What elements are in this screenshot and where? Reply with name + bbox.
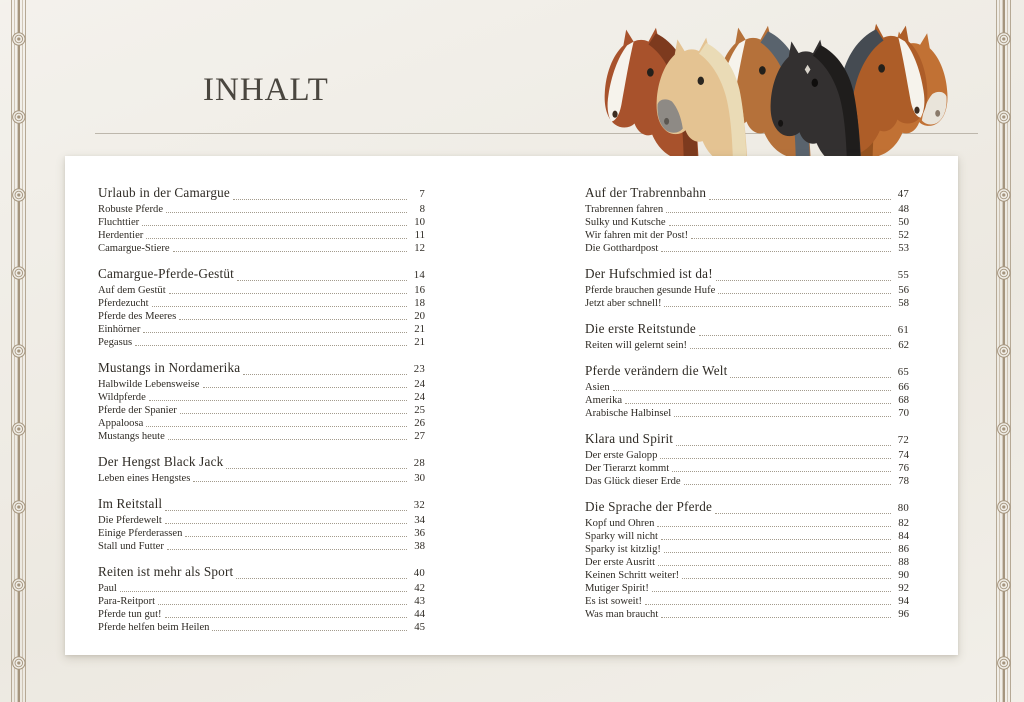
- dotted-leader: [179, 318, 407, 320]
- toc-entry-page: 43: [414, 595, 425, 607]
- toc-entry: [585, 608, 909, 621]
- toc-entry-page: 48: [898, 203, 909, 215]
- toc-entry-label: Para-Reitport: [98, 596, 156, 607]
- toc-entry-page: 20: [414, 310, 425, 322]
- dotted-leader: [180, 412, 407, 414]
- dotted-leader: [645, 603, 891, 605]
- toc-entry-label: Herdentier: [98, 230, 144, 241]
- dotted-leader: [730, 376, 891, 378]
- toc-entry-page: 12: [414, 242, 425, 254]
- toc-section-header: [98, 453, 425, 472]
- toc-entry-label: Der erste Galopp: [585, 450, 658, 461]
- toc-section: [585, 362, 909, 420]
- dotted-leader: [167, 548, 407, 550]
- toc-section-title: Im Reitstall: [98, 496, 163, 511]
- toc-section-title: Urlaub in der Camargue: [98, 185, 230, 200]
- toc-entry-label: Sparky ist kitzlig!: [585, 544, 661, 555]
- toc-section-page: 55: [897, 269, 909, 281]
- toc-entry: [98, 514, 425, 527]
- toc-section-page: 80: [897, 502, 909, 514]
- toc-entry: [98, 527, 425, 540]
- toc-entry-label: Pferde tun gut!: [98, 609, 162, 620]
- toc-entry-label: Das Glück dieser Erde: [585, 476, 681, 487]
- toc-entry: [585, 216, 909, 229]
- toc-entry-label: Sparky will nicht: [585, 531, 658, 542]
- toc-entry: [98, 310, 425, 323]
- toc-section-header: [98, 184, 425, 203]
- toc-entry-label: Stall und Futter: [98, 541, 164, 552]
- toc-section-page: 14: [413, 269, 425, 281]
- toc-section: [585, 430, 909, 488]
- toc-entry: [98, 621, 425, 634]
- toc-section-header: [585, 320, 909, 339]
- dotted-leader: [661, 616, 891, 618]
- toc-section-header: [98, 359, 425, 378]
- dotted-leader: [212, 629, 407, 631]
- toc-entry-label: Es ist soweit!: [585, 596, 643, 607]
- dotted-leader: [625, 402, 891, 404]
- toc-entry-label: Kopf und Ohren: [585, 518, 655, 529]
- toc-section-header: [585, 498, 909, 517]
- dotted-leader: [165, 616, 407, 618]
- toc-entry: [585, 543, 909, 556]
- toc-section-page: 65: [897, 366, 909, 378]
- dotted-leader: [193, 480, 407, 482]
- toc-entry-page: 21: [414, 323, 425, 335]
- toc-entry: [98, 323, 425, 336]
- toc-entry-page: 86: [898, 543, 909, 555]
- toc-section-title: Mustangs in Nordamerika: [98, 360, 241, 375]
- dotted-leader: [715, 512, 891, 514]
- dotted-leader: [666, 211, 891, 213]
- toc-entry-page: 84: [898, 530, 909, 542]
- toc-entry-page: 27: [414, 430, 425, 442]
- horses-illustration: [598, 18, 948, 160]
- toc-entry-label: Reiten will gelernt sein!: [585, 340, 688, 351]
- toc-column-1: [98, 184, 425, 644]
- toc-entry-label: Pferde helfen beim Heilen: [98, 622, 210, 633]
- toc-section-header: [98, 563, 425, 582]
- toc-entry-page: 66: [898, 381, 909, 393]
- toc-section-title: Auf der Trabrennbahn: [585, 185, 707, 200]
- toc-entry-label: Einhörner: [98, 324, 141, 335]
- toc-entry-label: Robuste Pferde: [98, 204, 164, 215]
- dotted-leader: [690, 347, 891, 349]
- toc-entry-label: Appaloosa: [98, 418, 144, 429]
- toc-section-title: Der Hengst Black Jack: [98, 454, 224, 469]
- dotted-leader: [135, 344, 407, 346]
- toc-section-title: Pferde verändern die Welt: [585, 363, 728, 378]
- dotted-leader: [158, 603, 407, 605]
- dotted-leader: [613, 389, 891, 391]
- toc-entry-page: 44: [414, 608, 425, 620]
- toc-entry: [585, 284, 909, 297]
- toc-section: [98, 265, 425, 349]
- toc-entry-label: Halbwilde Lebensweise: [98, 379, 200, 390]
- toc-entry: [98, 608, 425, 621]
- toc-section-title: Die Sprache der Pferde: [585, 499, 713, 514]
- dotted-leader: [682, 577, 891, 579]
- toc-section-page: 40: [413, 567, 425, 579]
- toc-section-title: Camargue-Pferde-Gestüt: [98, 266, 234, 281]
- toc-entry-label: Mustangs heute: [98, 431, 165, 442]
- toc-entry-page: 53: [898, 242, 909, 254]
- toc-section-page: 61: [897, 324, 909, 336]
- dotted-leader: [672, 470, 891, 472]
- toc-entry-label: Pferde des Meeres: [98, 311, 177, 322]
- toc-entry: [98, 595, 425, 608]
- toc-section: [585, 320, 909, 352]
- toc-entry-label: Amerika: [585, 395, 623, 406]
- toc-column-2: [585, 184, 909, 631]
- toc-entry-label: Die Gotthardpost: [585, 243, 659, 254]
- toc-entry: [585, 381, 909, 394]
- dotted-leader: [142, 224, 407, 226]
- toc-section: [98, 563, 425, 634]
- toc-entry-label: Jetzt aber schnell!: [585, 298, 662, 309]
- toc-entry-label: Arabische Halbinsel: [585, 408, 672, 419]
- toc-entry: [585, 407, 909, 420]
- dotted-leader: [664, 305, 891, 307]
- toc-entry-page: 8: [419, 203, 425, 215]
- dotted-leader: [676, 444, 891, 446]
- toc-entry-page: 94: [898, 595, 909, 607]
- toc-entry: [585, 475, 909, 488]
- toc-entry-page: 34: [414, 514, 425, 526]
- toc-entry: [585, 297, 909, 310]
- toc-entry-page: 11: [414, 229, 425, 241]
- toc-entry-label: Die Pferdewelt: [98, 515, 162, 526]
- toc-entry-label: Sulky und Kutsche: [585, 217, 666, 228]
- toc-entry-page: 92: [898, 582, 909, 594]
- dotted-leader: [226, 467, 407, 469]
- toc-entry: [585, 517, 909, 530]
- toc-entry-page: 82: [898, 517, 909, 529]
- toc-entry-label: Camargue-Stiere: [98, 243, 170, 254]
- toc-entry: [98, 404, 425, 417]
- toc-entry: [98, 430, 425, 443]
- dotted-leader: [691, 237, 891, 239]
- toc-entry-page: 24: [414, 378, 425, 390]
- toc-entry: [98, 417, 425, 430]
- dotted-leader: [718, 292, 891, 294]
- toc-entry-page: 21: [414, 336, 425, 348]
- toc-entry-page: 70: [898, 407, 909, 419]
- toc-section-title: Die erste Reitstunde: [585, 321, 696, 336]
- content-panel: [65, 156, 958, 655]
- dotted-leader: [674, 415, 891, 417]
- toc-entry: [98, 297, 425, 310]
- toc-entry-page: 30: [414, 472, 425, 484]
- dotted-leader: [664, 551, 891, 553]
- toc-section-title: Reiten ist mehr als Sport: [98, 564, 234, 579]
- toc-entry-page: 25: [414, 404, 425, 416]
- dotted-leader: [237, 279, 407, 281]
- toc-section-page: 32: [413, 499, 425, 511]
- dotted-leader: [658, 564, 891, 566]
- toc-section: [585, 265, 909, 310]
- dotted-leader: [146, 425, 407, 427]
- dotted-leader: [661, 538, 891, 540]
- dotted-leader: [660, 457, 891, 459]
- toc-section: [585, 184, 909, 255]
- toc-entry: [585, 203, 909, 216]
- dotted-leader: [165, 522, 407, 524]
- toc-entry: [98, 229, 425, 242]
- toc-entry: [98, 284, 425, 297]
- toc-section: [98, 453, 425, 485]
- toc-entry-page: 16: [414, 284, 425, 296]
- toc-section-header: [98, 495, 425, 514]
- toc-section: [98, 184, 425, 255]
- toc-section-page: 7: [419, 188, 425, 200]
- dotted-leader: [657, 525, 891, 527]
- toc-entry-page: 36: [414, 527, 425, 539]
- dotted-leader: [143, 331, 407, 333]
- toc-entry: [98, 242, 425, 255]
- toc-entry-page: 68: [898, 394, 909, 406]
- toc-entry-label: Keinen Schritt weiter!: [585, 570, 680, 581]
- toc-entry-label: Fluchttier: [98, 217, 140, 228]
- dotted-leader: [661, 250, 891, 252]
- dotted-leader: [203, 386, 408, 388]
- toc-entry-page: 45: [414, 621, 425, 633]
- dotted-leader: [243, 373, 407, 375]
- toc-entry: [585, 339, 909, 352]
- toc-entry: [585, 394, 909, 407]
- dotted-leader: [233, 198, 407, 200]
- toc-section: [98, 359, 425, 443]
- toc-section: [98, 495, 425, 553]
- dotted-leader: [168, 438, 407, 440]
- toc-section-page: 72: [897, 434, 909, 446]
- toc-section-header: [585, 184, 909, 203]
- dotted-leader: [166, 211, 407, 213]
- toc-entry-page: 62: [898, 339, 909, 351]
- toc-entry: [98, 582, 425, 595]
- toc-entry-page: 18: [414, 297, 425, 309]
- right-border-ornament: [994, 0, 1014, 702]
- toc-section-header: [585, 362, 909, 381]
- toc-entry-label: Der erste Ausritt: [585, 557, 656, 568]
- toc-section-page: 47: [897, 188, 909, 200]
- toc-entry: [585, 242, 909, 255]
- toc-entry-label: Was man braucht: [585, 609, 659, 620]
- toc-section-header: [585, 265, 909, 284]
- toc-entry: [98, 336, 425, 349]
- toc-section-page: 28: [413, 457, 425, 469]
- toc-entry-label: Wildpferde: [98, 392, 146, 403]
- toc-entry-page: 50: [898, 216, 909, 228]
- toc-entry-label: Leben eines Hengstes: [98, 473, 191, 484]
- toc-entry-page: 26: [414, 417, 425, 429]
- toc-entry-page: 24: [414, 391, 425, 403]
- toc-entry: [98, 540, 425, 553]
- toc-section-title: Der Hufschmied ist da!: [585, 266, 713, 281]
- toc-entry-page: 76: [898, 462, 909, 474]
- dotted-leader: [699, 334, 891, 336]
- dotted-leader: [716, 279, 891, 281]
- toc-entry-page: 74: [898, 449, 909, 461]
- toc-entry: [98, 203, 425, 216]
- toc-section: [585, 498, 909, 621]
- dotted-leader: [146, 237, 407, 239]
- toc-entry-label: Pferdezucht: [98, 298, 149, 309]
- toc-entry-page: 38: [414, 540, 425, 552]
- page-title: INHALT: [203, 72, 329, 108]
- toc-entry-label: Pferde der Spanier: [98, 405, 177, 416]
- toc-entry: [98, 378, 425, 391]
- dotted-leader: [165, 509, 407, 511]
- toc-entry: [98, 216, 425, 229]
- toc-entry-page: 56: [898, 284, 909, 296]
- toc-section-header: [585, 430, 909, 449]
- toc-section-title: Klara und Spirit: [585, 431, 674, 446]
- dotted-leader: [185, 535, 407, 537]
- toc-entry-label: Trabrennen fahren: [585, 204, 664, 215]
- toc-entry: [98, 472, 425, 485]
- dotted-leader: [149, 399, 407, 401]
- toc-entry: [585, 595, 909, 608]
- toc-entry-label: Der Tierarzt kommt: [585, 463, 670, 474]
- toc-entry-label: Paul: [98, 583, 117, 594]
- left-border-ornament: [9, 0, 29, 702]
- dotted-leader: [152, 305, 407, 307]
- toc-entry-page: 42: [414, 582, 425, 594]
- dotted-leader: [120, 590, 407, 592]
- toc-entry-label: Pegasus: [98, 337, 133, 348]
- toc-section-header: [98, 265, 425, 284]
- dotted-leader: [173, 250, 407, 252]
- toc-entry: [585, 569, 909, 582]
- toc-entry-page: 78: [898, 475, 909, 487]
- toc-entry: [585, 462, 909, 475]
- toc-entry-page: 52: [898, 229, 909, 241]
- toc-entry-label: Asien: [585, 382, 610, 393]
- toc-entry: [98, 391, 425, 404]
- dotted-leader: [709, 198, 891, 200]
- dotted-leader: [684, 483, 891, 485]
- dotted-leader: [169, 292, 407, 294]
- toc-entry-page: 10: [414, 216, 425, 228]
- toc-entry-page: 90: [898, 569, 909, 581]
- dotted-leader: [669, 224, 891, 226]
- toc-entry-page: 88: [898, 556, 909, 568]
- toc-entry-label: Einige Pferderassen: [98, 528, 183, 539]
- dotted-leader: [236, 577, 407, 579]
- toc-entry: [585, 449, 909, 462]
- dotted-leader: [652, 590, 891, 592]
- toc-entry: [585, 530, 909, 543]
- toc-entry: [585, 556, 909, 569]
- toc-entry-label: Wir fahren mit der Post!: [585, 230, 689, 241]
- toc-entry-label: Mutiger Spirit!: [585, 583, 649, 594]
- toc-entry: [585, 582, 909, 595]
- toc-entry-page: 58: [898, 297, 909, 309]
- toc-entry-page: 96: [898, 608, 909, 620]
- toc-section-page: 23: [413, 363, 425, 375]
- toc-entry-label: Pferde brauchen gesunde Hufe: [585, 285, 716, 296]
- toc-entry: [585, 229, 909, 242]
- toc-entry-label: Auf dem Gestüt: [98, 285, 166, 296]
